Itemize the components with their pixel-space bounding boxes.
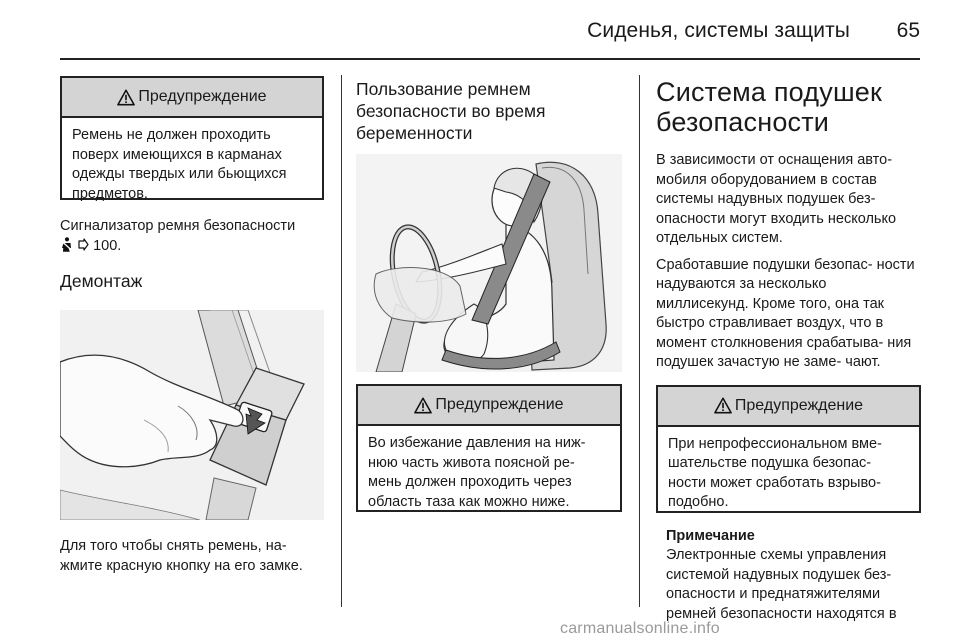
column-left xyxy=(60,76,324,576)
airbag-heading: Система подушек безопасности xyxy=(656,77,883,137)
warning-box xyxy=(60,76,324,200)
page-header xyxy=(60,14,920,60)
seatbelt-reminder-icon xyxy=(60,237,73,252)
warning-label: Предупреждение xyxy=(138,88,267,105)
pregnancy-heading: Пользование ремнем безопасности во время беременности xyxy=(356,79,546,143)
watermark: carmanualsonline.info xyxy=(560,620,720,637)
airbag-paragraph-2: Сработавшие подушки безопас- ности надуваются за несколько миллисекунд. Кроме того, она так быстро стравливает воздух, что в момент столкновения срабатыва- ния подушек зачастую не заме- чают. xyxy=(656,256,915,370)
column-divider xyxy=(341,75,342,607)
reminder-page-ref: 100. xyxy=(93,237,122,254)
section-title: Сиденья, системы защиты xyxy=(587,19,850,42)
header-rule xyxy=(60,58,920,60)
warning-text: Во избежание давления на ниж- нюю часть живота поясной ре- мень должен проходить через область таза как можно ниже. xyxy=(368,435,586,510)
belt-buckle-illustration xyxy=(60,310,324,520)
removal-heading: Демонтаж xyxy=(60,271,143,291)
warning-triangle-icon xyxy=(117,89,135,106)
removal-caption: Для того чтобы снять ремень, на- жмите красную кнопку на его замке. xyxy=(60,538,303,574)
warning-box xyxy=(656,385,921,513)
note-block xyxy=(656,527,921,625)
column-right xyxy=(656,76,921,624)
warning-text: При непрофессиональном вме- шательстве подушка безопас- ности может сработать взрыво- подобно. xyxy=(668,435,882,510)
pregnant-driver-illustration xyxy=(356,154,622,372)
note-text: Электронные схемы управления системой надувных подушек без- опасности и преднатяжителями ремней безопасности находятся в xyxy=(666,547,897,622)
warning-text: Ремень не должен проходить поверх имеющихся в карманах одежды твердых или бьющихся предметов. xyxy=(72,127,287,202)
page-reference-icon xyxy=(78,238,89,251)
warning-box xyxy=(356,384,622,512)
airbag-paragraph-1: В зависимости от оснащения авто- мобиля оборудованием в состав системы надувных подушек без- опасности могут входить несколько отдельных систем. xyxy=(656,152,897,246)
warning-label: Предупреждение xyxy=(734,396,864,414)
warning-header xyxy=(62,78,322,118)
note-title: Примечание xyxy=(666,527,755,544)
warning-header xyxy=(358,386,620,426)
warning-triangle-icon xyxy=(414,397,432,414)
column-middle xyxy=(356,76,622,512)
warning-header xyxy=(658,387,919,427)
warning-triangle-icon xyxy=(714,397,732,414)
page-number: 65 xyxy=(896,19,920,42)
column-divider xyxy=(639,75,640,607)
warning-label: Предупреждение xyxy=(435,396,564,413)
reminder-paragraph xyxy=(60,217,324,256)
reminder-text: Сигнализатор ремня безопасности xyxy=(60,218,296,234)
